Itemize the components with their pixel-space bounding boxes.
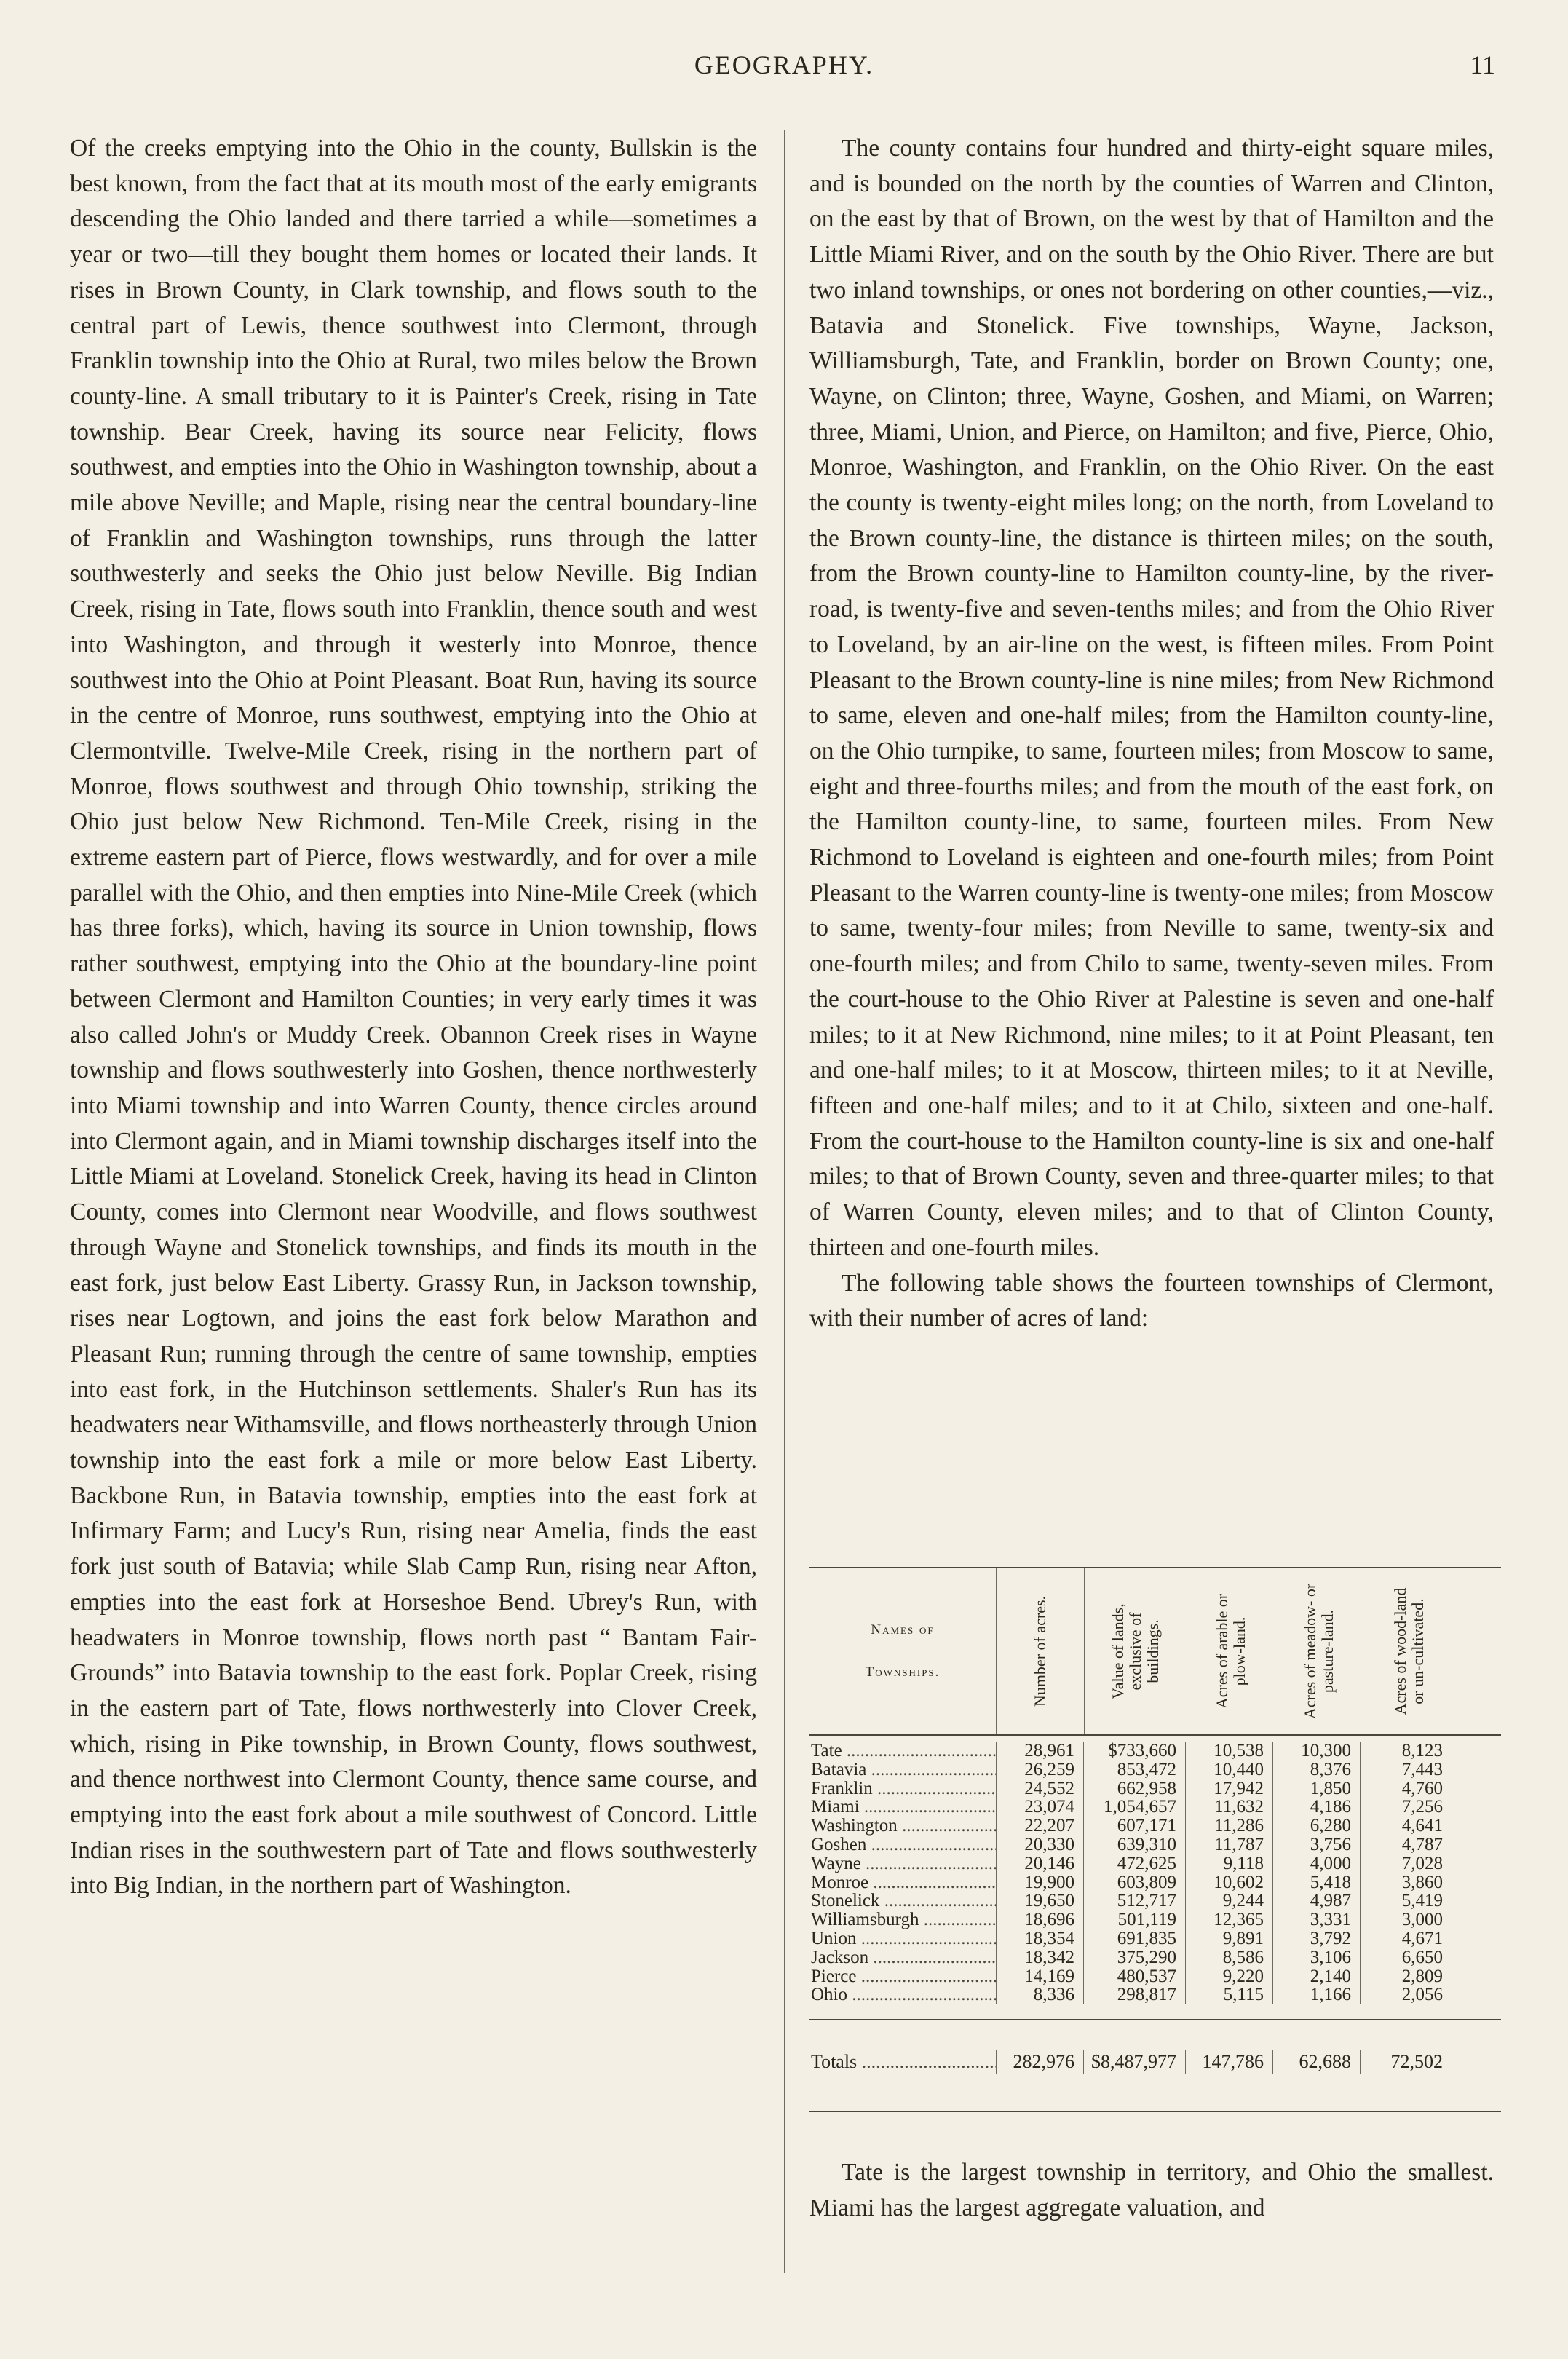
cell-wood: 8,123	[1360, 1742, 1452, 1761]
township-name: Goshen .....	[809, 1836, 996, 1854]
cell-arable: 9,220	[1185, 1967, 1272, 1986]
cell-value: 375,290	[1083, 1948, 1185, 1967]
cell-acres: 19,650	[996, 1892, 1083, 1910]
cell-wood: 3,860	[1360, 1873, 1452, 1892]
cell-wood: 6,650	[1360, 1948, 1452, 1967]
header-names-line2: Townships.	[865, 1664, 941, 1680]
cell-value: 512,717	[1083, 1892, 1185, 1910]
township-name: Ohio .....	[809, 1985, 996, 2004]
cell-value: 639,310	[1083, 1836, 1185, 1854]
creeks-paragraph: Of the creeks emptying into the Ohio in the county, Bullskin is the best known, from the fact that at its mouth most of the early emigrants descending the Ohio landed and there tarried a while—sometimes a year or two—till they bought them homes or located their lands. It rises in Brown County, in Clark township, and flows south to the central part of Lewis, thence southwest into Clermont, through Franklin township into the Ohio at Rural, two miles below the Brown county-line. A small tributary to it is Painter's Creek, rising in Tate township. Bear Creek, having its source near Felicity, flows southwest, and empties into the Ohio in Washington township, about a mile above Neville; and Maple, rising near the central boundary-line of Franklin and Washington townships, runs through the latter southwesterly and seeks the Ohio just below Neville. Big Indian Creek, rising in Tate, flows south into Franklin, thence south and west into Washington, and through it westerly into Monroe, thence southwest into the Ohio at Point Pleasant. Boat Run, having its source in the centre of Monroe, runs southwest, emptying into the Ohio at Clermontville. Twelve-Mile Creek, rising in the northern part of Monroe, flows southwest and through Ohio township, striking the Ohio just below New Richmond. Ten-Mile Creek, rising in the extreme eastern part of Pierce, flows westwardly, and for over a mile parallel with the Ohio, and then empties into Nine-Mile Creek (which has three forks), which, having its source in Union township, flows rather southwest, emptying into the Ohio at the boundary-line point between Clermont and Hamilton Counties; in very early times it was also called John's or Muddy Creek. Obannon Creek rises in Wayne township and flows southwesterly into Goshen, thence northwesterly into Miami township and into Warren County, thence circles around into Clermont again, and in Miami township discharges itself into the Little Miami at Loveland. Stonelick Creek, having its head in Clinton County, comes into Clermont near Woodville, and flows southwest through Wayne and Stonelick townships, and finds its mouth in the east fork, just below East Liberty. Grassy Run, in Jackson township, rises near Logtown, and joins the east fork below Marathon and Pleasant Run; running through the centre of same township, empties into east fork, in the Hutchinson settlements. Shaler's Run has its headwaters near Withamsville, and flows northeasterly through Union township into the east fork a mile or more below East Liberty. Backbone Run, in Batavia township, empties into the east fork at Infirmary Farm; and Lucy's Run, rising near Amelia, finds the east fork just south of Batavia; while Slab Camp Run, rising near Afton, empties into the east fork at Horseshoe Bend. Ubrey's Run, with headwaters in Monroe township, flows north past “ Bantam Fair-Grounds” into Batavia township to the east fork. Poplar Creek, rising in the eastern part of Tate, flows northwesterly into Clover Creek, which, rising in Pike township, in Brown County, flows southwest, and thence northwest into Clermont County, thence same course, and emptying into the east fork about a mile southwest of Concord. Little Indian rises in the southwestern part of Tate and flows southwesterly into Big Indian, in the northern part of Washington.	[70, 135, 757, 1900]
township-name: Pierce .....	[809, 1967, 996, 1986]
cell-arable: 10,538	[1185, 1742, 1272, 1761]
header-meadow: Acres of meadow- or pasture-land.	[1301, 1583, 1337, 1720]
cell-arable: 5,115	[1185, 1985, 1272, 2004]
table-row	[809, 1873, 1501, 1892]
header-arable-cell	[1187, 1568, 1275, 1734]
cell-acres: 20,330	[996, 1836, 1083, 1854]
table-row	[809, 1929, 1501, 1948]
cell-wood: 7,028	[1360, 1854, 1452, 1873]
header-names-line1: Names of	[871, 1622, 935, 1637]
table-header	[809, 1568, 1501, 1736]
cell-wood: 5,419	[1360, 1892, 1452, 1910]
totals-wood: 72,502	[1360, 2050, 1452, 2074]
header-meadow-cell	[1275, 1568, 1363, 1734]
cell-acres: 18,342	[996, 1948, 1083, 1967]
cell-value: 603,809	[1083, 1873, 1185, 1892]
after-table-text	[809, 2155, 1494, 2226]
cell-meadow: 4,987	[1272, 1892, 1360, 1910]
left-column	[70, 131, 757, 1904]
running-title: GEOGRAPHY.	[694, 50, 874, 79]
cell-meadow: 3,756	[1272, 1836, 1360, 1854]
table-intro-paragraph: The following table shows the fourteen townships of Clermont, with their number of acres of land:	[809, 1269, 1494, 1332]
cell-arable: 11,286	[1185, 1817, 1272, 1836]
cell-acres: 19,900	[996, 1873, 1083, 1892]
table-row	[809, 1910, 1501, 1929]
table-row	[809, 1854, 1501, 1873]
cell-acres: 23,074	[996, 1798, 1083, 1817]
cell-acres: 20,146	[996, 1854, 1083, 1873]
township-name: Wayne .....	[809, 1854, 996, 1873]
township-name: Union .....	[809, 1929, 996, 1948]
cell-value: 691,835	[1083, 1929, 1185, 1948]
townships-table	[809, 1567, 1501, 2112]
table-totals	[809, 2019, 1501, 2111]
cell-acres: 8,336	[996, 1985, 1083, 2004]
cell-value: 607,171	[1083, 1817, 1185, 1836]
table-body	[809, 1736, 1501, 2019]
cell-value: 1,054,657	[1083, 1798, 1185, 1817]
header-wood-cell	[1363, 1568, 1455, 1734]
cell-wood: 4,641	[1360, 1817, 1452, 1836]
township-name: Monroe .....	[809, 1873, 996, 1892]
table-row	[809, 1817, 1501, 1836]
header-acres: Number of acres.	[1031, 1595, 1049, 1707]
cell-wood: 4,671	[1360, 1929, 1452, 1948]
totals-row	[809, 2050, 1501, 2074]
cell-meadow: 10,300	[1272, 1742, 1360, 1761]
cell-meadow: 5,418	[1272, 1873, 1360, 1892]
right-column	[809, 131, 1494, 1337]
header-value: Value of lands, exclusive of buildings.	[1109, 1603, 1162, 1699]
table-row	[809, 1761, 1501, 1779]
header-names	[809, 1568, 996, 1734]
boundaries-paragraph: The county contains four hundred and thirty-eight square miles, and is bounded on the north by the counties of Warren and Clinton, on the east by that of Brown, on the west by that of Hamilton and the Little Miami River, and on the south by the Ohio River. There are but two inland townships, or ones not bordering on other counties,—viz., Batavia and Stonelick. Five townships, Wayne, Jackson, Williamsburgh, Tate, and Franklin, border on Brown County; one, Wayne, on Clinton; three, Wayne, Goshen, and Miami, on Warren; three, Miami, Union, and Pierce, on Hamilton; and five, Pierce, Ohio, Monroe, Washington, and Franklin, on the Ohio River. On the east the county is twenty-eight miles long; on the north, from Loveland to the Brown county-line, the distance is thirteen miles; on the south, from the Brown county-line to Hamilton county-line, by the river-road, is twenty-five and seven-tenths miles; and from the Ohio River to Loveland, by an air-line on the west, is fifteen miles. From Point Pleasant to the Brown county-line is nine miles; from New Richmond to same, eleven and one-half miles; from the Hamilton county-line, on the Ohio turnpike, to same, fourteen miles; from Moscow to same, eight and three-fourths miles; and from the mouth of the east fork, on the Hamilton county-line, to same, fourteen miles. From New Richmond to Loveland is eighteen and one-fourth miles; from Point Pleasant to the Warren county-line is twenty-one miles; from Moscow to same, twenty-four miles; from Neville to same, twenty-six and one-fourth miles; and from Chilo to same, twenty-seven miles. From the court-house to the Ohio River at Palestine is seven and one-half miles; to it at New Richmond, nine miles; to it at Point Pleasant, ten and one-half miles; to it at Moscow, thirteen miles; to it at Neville, fifteen and one-half miles; and to it at Chilo, sixteen and one-half. From the court-house to the Hamilton county-line is six and one-half miles; to that of Brown County, seven and three-quarter miles; to that of Warren County, eleven miles; and to that of Clinton County, thirteen and one-fourth miles.	[809, 135, 1494, 1261]
cell-value: 472,625	[1083, 1854, 1185, 1873]
township-name: Washington .....	[809, 1817, 996, 1836]
cell-wood: 4,760	[1360, 1779, 1452, 1798]
header-wood: Acres of wood-land or un-cultivated.	[1391, 1587, 1427, 1715]
township-name: Tate .....	[809, 1742, 996, 1761]
township-name: Jackson .....	[809, 1948, 996, 1967]
cell-arable: 9,891	[1185, 1929, 1272, 1948]
cell-meadow: 3,106	[1272, 1948, 1360, 1967]
township-name: Franklin .....	[809, 1779, 996, 1798]
cell-acres: 24,552	[996, 1779, 1083, 1798]
cell-arable: 10,602	[1185, 1873, 1272, 1892]
cell-meadow: 3,792	[1272, 1929, 1360, 1948]
cell-arable: 9,118	[1185, 1854, 1272, 1873]
cell-wood: 7,256	[1360, 1798, 1452, 1817]
cell-acres: 18,354	[996, 1929, 1083, 1948]
cell-value: 662,958	[1083, 1779, 1185, 1798]
column-divider	[784, 130, 785, 2273]
township-name: Williamsburgh .....	[809, 1910, 996, 1929]
table-row	[809, 1892, 1501, 1910]
cell-wood: 4,787	[1360, 1836, 1452, 1854]
cell-arable: 12,365	[1185, 1910, 1272, 1929]
totals-meadow: 62,688	[1272, 2050, 1360, 2074]
summary-paragraph: Tate is the largest township in territory, and Ohio the smallest. Miami has the largest aggregate valuation, and	[809, 2159, 1494, 2221]
table-row	[809, 1948, 1501, 1967]
cell-wood: 2,809	[1360, 1967, 1452, 1986]
cell-meadow: 8,376	[1272, 1761, 1360, 1779]
table-row	[809, 1985, 1501, 2004]
cell-value: 501,119	[1083, 1910, 1185, 1929]
cell-acres: 14,169	[996, 1967, 1083, 1986]
table-row	[809, 1798, 1501, 1817]
cell-arable: 8,586	[1185, 1948, 1272, 1967]
cell-value: 480,537	[1083, 1967, 1185, 1986]
cell-value: 853,472	[1083, 1761, 1185, 1779]
township-name: Miami .....	[809, 1798, 996, 1817]
cell-arable: 11,787	[1185, 1836, 1272, 1854]
cell-meadow: 3,331	[1272, 1910, 1360, 1929]
cell-meadow: 4,186	[1272, 1798, 1360, 1817]
table-row	[809, 1779, 1501, 1798]
totals-acres: 282,976	[996, 2050, 1083, 2074]
cell-meadow: 4,000	[1272, 1854, 1360, 1873]
totals-arable: 147,786	[1185, 2050, 1272, 2074]
page-number: 11	[1470, 50, 1495, 79]
table-row	[809, 1967, 1501, 1986]
page-header	[66, 50, 1502, 86]
cell-value: 298,817	[1083, 1985, 1185, 2004]
cell-acres: 18,696	[996, 1910, 1083, 1929]
header-arable: Acres of arable or plow-land.	[1213, 1593, 1248, 1710]
cell-wood: 2,056	[1360, 1985, 1452, 2004]
cell-meadow: 1,166	[1272, 1985, 1360, 2004]
cell-acres: 26,259	[996, 1761, 1083, 1779]
table-row	[809, 1836, 1501, 1854]
cell-acres: 22,207	[996, 1817, 1083, 1836]
cell-arable: 9,244	[1185, 1892, 1272, 1910]
cell-wood: 3,000	[1360, 1910, 1452, 1929]
cell-arable: 17,942	[1185, 1779, 1272, 1798]
cell-arable: 11,632	[1185, 1798, 1272, 1817]
cell-meadow: 6,280	[1272, 1817, 1360, 1836]
totals-label: Totals .....	[809, 2050, 996, 2074]
header-acres-cell	[996, 1568, 1084, 1734]
township-name: Batavia .....	[809, 1761, 996, 1779]
cell-arable: 10,440	[1185, 1761, 1272, 1779]
cell-value: $733,660	[1083, 1742, 1185, 1761]
cell-meadow: 2,140	[1272, 1967, 1360, 1986]
totals-value: $8,487,977	[1083, 2050, 1185, 2074]
cell-wood: 7,443	[1360, 1761, 1452, 1779]
cell-meadow: 1,850	[1272, 1779, 1360, 1798]
table-row	[809, 1742, 1501, 1761]
township-name: Stonelick .....	[809, 1892, 996, 1910]
cell-acres: 28,961	[996, 1742, 1083, 1761]
header-value-cell	[1084, 1568, 1187, 1734]
